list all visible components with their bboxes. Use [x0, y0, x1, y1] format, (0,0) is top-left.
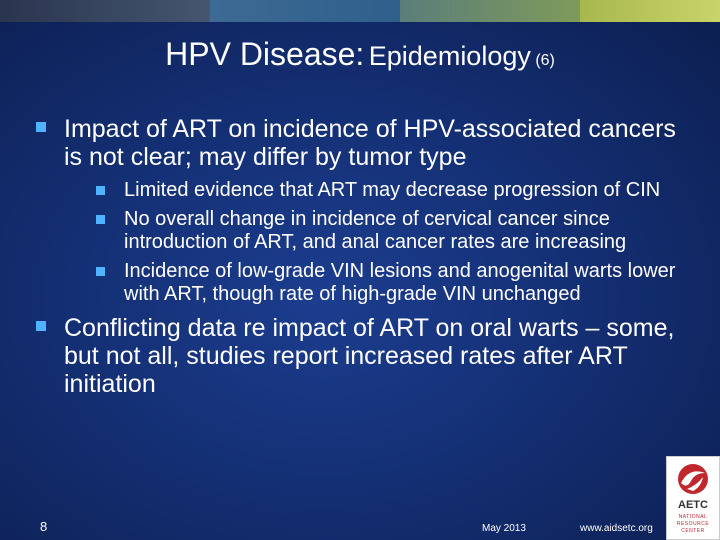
footer-date: May 2013 [482, 523, 526, 534]
aetc-logo [666, 456, 720, 540]
sub-bullet-item [96, 260, 696, 306]
sub-bullet-text: Limited evidence that ART may decrease progression of CIN [124, 179, 661, 201]
sub-bullet-text: No overall change in incidence of cervical cancer since introduction of ART, and anal cancer rates are increasing [124, 208, 627, 253]
logo-line-3: CENTER [681, 528, 705, 534]
square-bullet-icon [96, 267, 105, 276]
title-sub: Epidemiology [368, 41, 531, 71]
square-bullet-icon [96, 215, 105, 224]
page-number: 8 [40, 519, 48, 534]
title-main: HPV Disease: [165, 36, 365, 72]
decorative-top-band [0, 0, 720, 22]
logo-name: AETC [678, 499, 708, 511]
logo-line-2: RESOURCE [676, 521, 710, 527]
bullet-text: Conflicting data re impact of ART on oral warts – some, but not all, studies report increased rates after ART initiation [64, 314, 675, 398]
title-number: (6) [535, 52, 555, 69]
sub-bullet-item [96, 179, 696, 202]
aetc-swirl-icon [667, 459, 719, 499]
square-bullet-icon [36, 321, 46, 331]
bullet-item [36, 115, 696, 306]
sub-bullet-list [64, 179, 696, 306]
bullet-text: Impact of ART on incidence of HPV-associated cancers is not clear; may differ by tumor type [64, 115, 676, 171]
bullet-item [36, 314, 696, 398]
footer-website: www.aidsetc.org [580, 523, 653, 534]
slide-title [0, 36, 720, 73]
square-bullet-icon [96, 186, 105, 195]
logo-line-1: NATIONAL [678, 514, 708, 520]
bullet-list [36, 115, 696, 398]
sub-bullet-item [96, 208, 696, 254]
sub-bullet-text: Incidence of low-grade VIN lesions and anogenital warts lower with ART, though rate of high-grade VIN unchanged [124, 260, 676, 305]
square-bullet-icon [36, 122, 46, 132]
